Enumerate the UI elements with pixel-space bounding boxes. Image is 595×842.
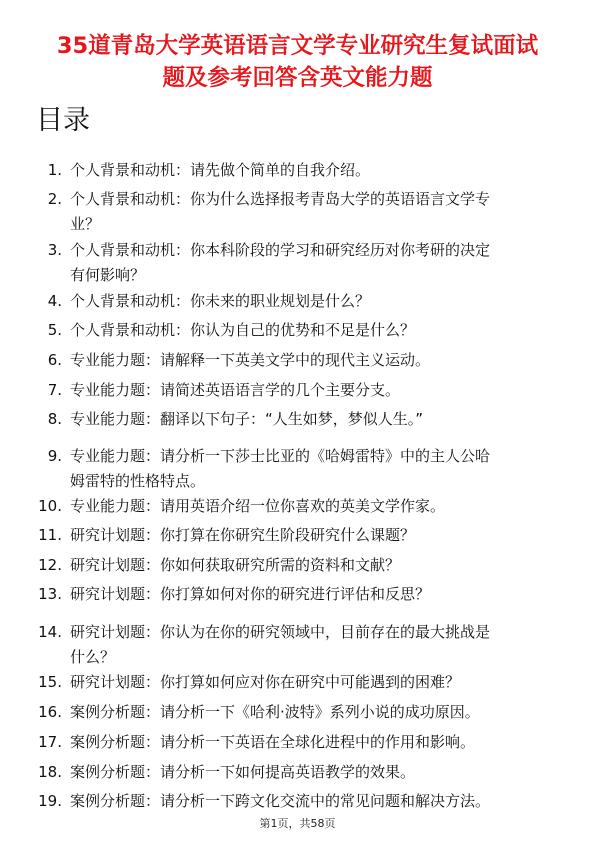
toc-item-line: 个人背景和动机：请先做个简单的自我介绍。 (70, 161, 371, 179)
document-title-line-2: 题及参考回答含英文能力题 (162, 65, 433, 91)
toc-item-line: 专业能力题：请简述英语语言学的几个主要分支。 (70, 381, 401, 399)
toc-heading: 目录 (36, 105, 90, 136)
toc-item-line: 个人背景和动机：你认为自己的优势和不足是什么？ (70, 321, 416, 339)
toc-item-text (70, 318, 558, 343)
toc-item-number: 1. (47, 161, 62, 179)
toc-item-line: 个人背景和动机：你本科阶段的学习和研究经历对你考研的决定 (70, 241, 491, 259)
toc-item-line: 案例分析题：请分析一下英语在全球化进程中的作用和影响。 (70, 733, 476, 751)
toc-item-number: 8. (47, 410, 62, 428)
toc-item-line: 什么？ (70, 648, 116, 666)
toc-item-number: 7. (47, 381, 62, 399)
toc-item-text (70, 789, 558, 814)
toc-item-line: 专业能力题：翻译以下句子：“人生如梦，梦似人生。” (70, 410, 424, 428)
page-footer: 第1页，共58页 (259, 817, 336, 830)
toc-item-text (70, 378, 558, 403)
toc-item-line: 案例分析题：请分析一下《哈利·波特》系列小说的成功原因。 (70, 703, 480, 721)
toc-item-number: 16. (38, 703, 62, 721)
toc-item-line: 研究计划题：你认为在你的研究领域中，目前存在的最大挑战是 (70, 623, 491, 641)
toc-item-number: 5. (47, 321, 62, 339)
toc-item-text (70, 407, 558, 432)
toc-item-text (70, 494, 558, 519)
toc-item-text (70, 238, 558, 288)
toc-item-line: 案例分析题：请分析一下如何提高英语教学的效果。 (70, 763, 416, 781)
toc-item-line: 研究计划题：你打算在你研究生阶段研究什么课题？ (70, 526, 416, 544)
document-title (30, 30, 565, 94)
toc-item-line: 个人背景和动机：你未来的职业规划是什么？ (70, 292, 371, 310)
toc-item-number: 18. (38, 763, 62, 781)
toc-item-text (70, 760, 558, 785)
toc-item-text (70, 187, 558, 237)
toc-item-line: 专业能力题：请分析一下莎士比亚的《哈姆雷特》中的主人公哈 (70, 447, 491, 465)
toc-item-number: 19. (38, 792, 62, 810)
toc-item-line: 有何影响？ (70, 266, 146, 284)
toc-item-number: 15. (38, 673, 62, 691)
toc-item-line: 业？ (70, 215, 101, 233)
toc-item-line: 研究计划题：你打算如何应对你在研究中可能遇到的困难？ (70, 673, 461, 691)
toc-item-text (70, 523, 558, 548)
toc-item-number: 9. (47, 447, 62, 465)
toc-item-number: 11. (38, 526, 62, 544)
toc-item-number: 6. (47, 351, 62, 369)
toc-item-line: 姆雷特的性格特点。 (70, 472, 206, 490)
toc-item-line: 个人背景和动机：你为什么选择报考青岛大学的英语语言文学专 (70, 190, 491, 208)
toc-item-number: 10. (38, 497, 62, 515)
toc-item-text (70, 444, 558, 494)
toc-item-text (70, 620, 558, 670)
toc-item-text (70, 553, 558, 578)
toc-item-text (70, 582, 558, 607)
toc-item-text (70, 730, 558, 755)
toc-item-number: 12. (38, 556, 62, 574)
toc-item-line: 研究计划题：你打算如何对你的研究进行评估和反思？ (70, 585, 431, 603)
toc-item-number: 3. (47, 241, 62, 259)
toc-item-number: 13. (38, 585, 62, 603)
toc-item-text (70, 158, 558, 183)
toc-item-number: 4. (47, 292, 62, 310)
toc-item-text (70, 670, 558, 695)
toc-item-number: 14. (38, 623, 62, 641)
document-title-line-1: 35道青岛大学英语语言文学专业研究生复试面试 (56, 33, 539, 59)
toc-item-text (70, 348, 558, 373)
toc-item-text (70, 289, 558, 314)
toc-item-text (70, 700, 558, 725)
toc-item-line: 案例分析题：请分析一下跨文化交流中的常见问题和解决方法。 (70, 792, 491, 810)
toc-item-line: 研究计划题：你如何获取研究所需的资料和文献？ (70, 556, 401, 574)
toc-item-number: 2. (47, 190, 62, 208)
toc-item-line: 专业能力题：请解释一下英美文学中的现代主义运动。 (70, 351, 431, 369)
toc-item-line: 专业能力题：请用英语介绍一位你喜欢的英美文学作家。 (70, 497, 446, 515)
toc-item-number: 17. (38, 733, 62, 751)
